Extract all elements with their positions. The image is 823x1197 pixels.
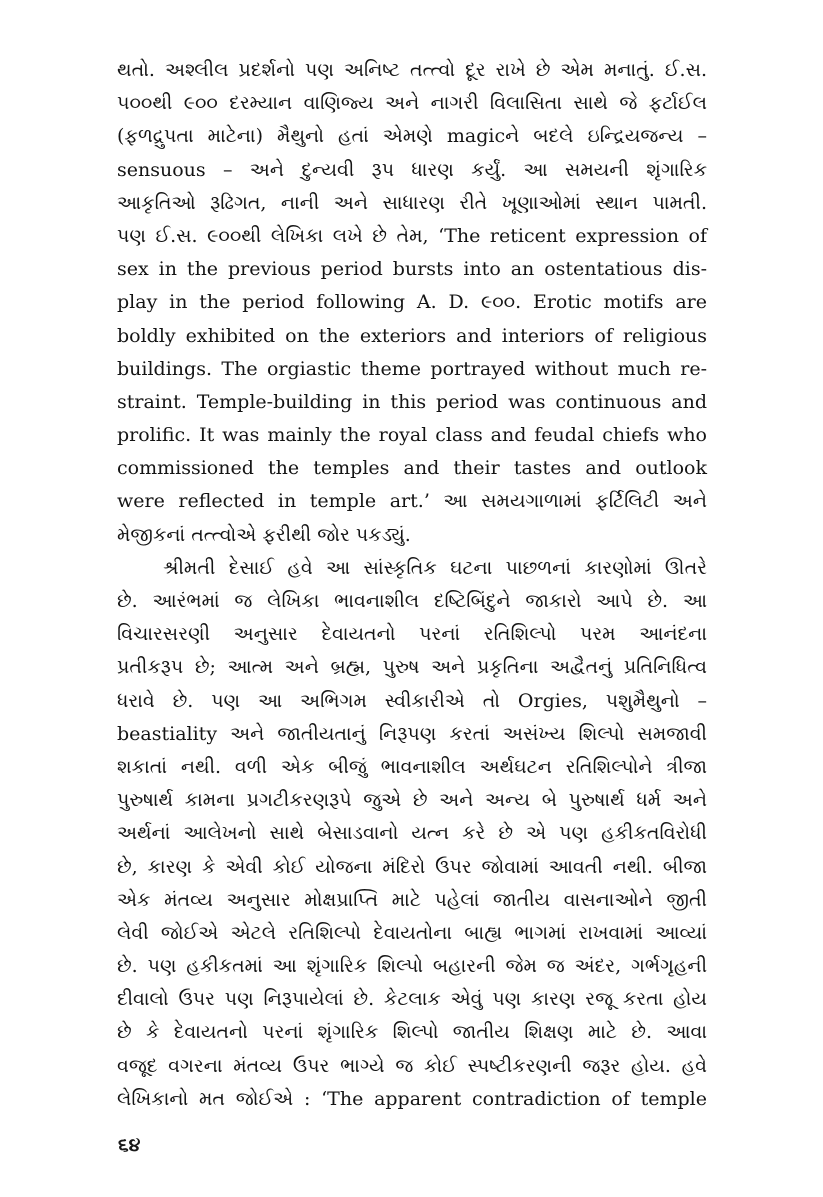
text-line: sex in the previous period bursts into an ostentatious dis-	[117, 258, 707, 281]
text-line: વિચારસરણી અનુસાર દેવાયતનો પરનાં રતિશિલ્પો પરમ આનંદના	[117, 623, 707, 646]
body-text	[117, 54, 707, 1116]
text-line: વજૂદ વગરના મંતવ્ય ઉપર ભાગ્યે જ કોઈ સ્પષ્ટીકરણની જરૂર હોય. હવે	[117, 1054, 707, 1077]
text-line: buildings. The orgiastic theme portrayed without much re-	[117, 357, 707, 380]
text-line: એક મંતવ્ય અનુસાર મોક્ષપ્રાપ્તિ માટે પહેલાં જાતીય વાસનાઓને જીતી	[117, 888, 707, 911]
paragraph-1	[117, 54, 707, 552]
text-line: (ફળદ્રુપતા માટેના) મૈથુનો હતાં એમણે magicને બદલે ઇન્દ્રિયજન્ય –	[117, 125, 707, 148]
paragraph-2	[117, 552, 707, 1116]
text-line: straint. Temple-building in this period was continuous and	[117, 390, 707, 413]
text-line: શ્રીમતી દેસાઈ હવે આ સાંસ્કૃતિક ઘટના પાછળનાં કારણોમાં ઊતરે	[163, 556, 707, 579]
text-line: લેખિકાનો મત જોઈએ : ‘The apparent contradiction of temple	[117, 1087, 707, 1110]
text-line: મેજીકનાં તત્ત્વોએ ફરીથી જોર પકડ્યું.	[117, 523, 411, 546]
text-line: શકાતાં નથી. વળી એક બીજું ભાવનાશીલ અર્થઘટન રતિશિલ્પોને ત્રીજા	[117, 755, 707, 778]
text-line: were reflected in temple art.’ આ સમયગાળામાં ફર્ટિલિટી અને	[117, 490, 707, 513]
text-line: પ્રતીકરૂપ છે; આત્મ અને બ્રહ્મ, પુરુષ અને પ્રકૃતિના અદ્વૈતનું પ્રતિનિધિત્વ	[117, 656, 707, 679]
text-line: છે. પણ હકીકતમાં આ શૃંગારિક શિલ્પો બહારની જેમ જ અંદર, ગર્ભગૃહની	[117, 955, 707, 978]
text-line: sensuous – અને દુન્યવી રૂપ ધારણ કર્યું. આ સમયની શૃંગારિક	[117, 158, 707, 181]
text-line: prolific. It was mainly the royal class and feudal chiefs who	[117, 424, 707, 447]
text-line: ૫૦૦થી ૯૦૦ દરમ્યાન વાણિજ્ય અને નાગરી વિલાસિતા સાથે જે ફર્ટાઈલ	[117, 92, 707, 115]
text-line: beastiality અને જાતીયતાનું નિરૂપણ કરતાં અસંખ્ય શિલ્પો સમજાવી	[117, 722, 707, 745]
text-line: પણ ઈ.સ. ૯૦૦થી લેખિકા લખે છે તેમ, ‘The reticent expression of	[117, 224, 707, 247]
page-number: ૬૪	[118, 1134, 141, 1156]
text-line: play in the period following A. D. ૯૦૦. Erotic motifs are	[117, 291, 707, 314]
text-line: થતો. અશ્લીલ પ્રદર્શનો પણ અનિષ્ટ તત્ત્વો દૂર રાખે છે એમ મનાતું. ઈ.સ.	[117, 59, 707, 81]
text-line: commissioned the temples and their tastes and outlook	[117, 457, 707, 480]
text-line: boldly exhibited on the exteriors and interiors of religious	[117, 324, 707, 347]
text-line: લેવી જોઈએ એટલે રતિશિલ્પો દેવાયતોના બાહ્ય ભાગમાં રાખવામાં આવ્યાં	[117, 921, 707, 944]
text-line: દીવાલો ઉપર પણ નિરૂપાયેલાં છે. કેટલાક એવું પણ કારણ રજૂ કરતા હોય	[117, 988, 707, 1011]
text-line: ધરાવે છે. પણ આ અભિગમ સ્વીકારીએ તો Orgies, પશુમૈથુનો –	[117, 689, 707, 712]
text-line: આકૃતિઓ રૂઢિગત, નાની અને સાધારણ રીતે ખૂણાઓમાં સ્થાન પામતી.	[117, 191, 707, 214]
text-line: છે. આરંભમાં જ લેખિકા ભાવનાશીલ દષ્ટિબિંદુને જાકારો આપે છે. આ	[117, 590, 707, 612]
text-line: છે કે દેવાયતનો પરનાં શૃંગારિક શિલ્પો જાતીય શિક્ષણ માટે છે. આવા	[117, 1021, 707, 1044]
text-line: અર્થનાં આલેખનો સાથે બેસાડવાનો યત્ન કરે છે એ પણ હકીકતવિરોધી	[117, 822, 707, 845]
text-line: પુરુષાર્થ કામના પ્રગટીકરણરૂપે જુએ છે અને અન્ય બે પુરુષાર્થ ધર્મ અને	[117, 789, 707, 812]
text-line: છે, કારણ કે એવી કોઈ યોજના મંદિરો ઉપર જોવામાં આવતી નથી. બીજા	[117, 855, 707, 878]
